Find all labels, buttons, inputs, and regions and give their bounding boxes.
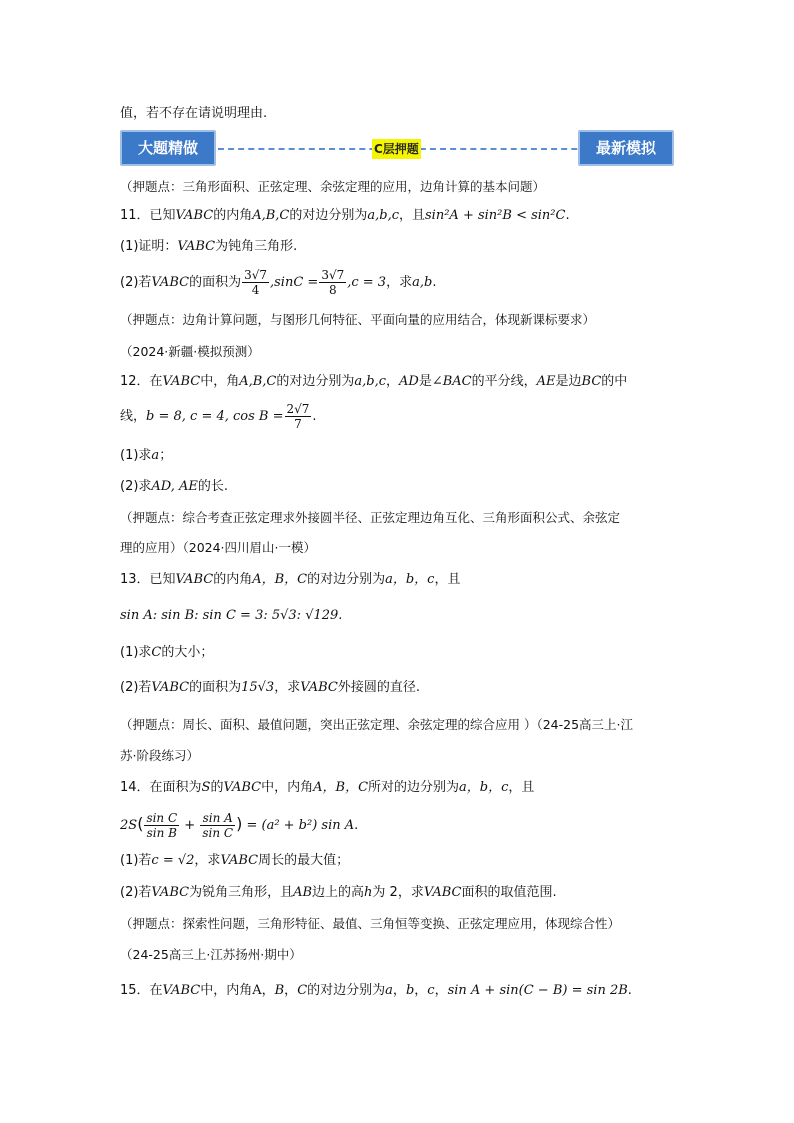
fraction-sina-sinc: $\frac{\text{sin A}}{\text{sin C}}$ [202, 811, 234, 840]
question-13-part-1: (1)求C的大小； [120, 645, 214, 660]
source-12: （2024·新疆·模拟预测） [120, 344, 260, 359]
question-14: 14．在面积为S的VABC中，内角A，B，C所对的边分别为a，b，c，且 [120, 780, 535, 795]
question-14-part-1: (1)若c = √2，求VABC周长的最大值； [120, 853, 350, 868]
fraction-area: $\frac{3√7}{4}$ [244, 268, 267, 297]
note-12-line-2: 理的应用）（2024·四川眉山·一模） [120, 540, 317, 555]
question-11-part-2: (2)若VABC的面积为 $\frac{3√7}{4}$ ,sinC = $\frac{3√7}{8}$ ,c = 3，求a,b. [120, 268, 437, 297]
question-14-part-2: (2)若VABC为锐角三角形，且AB边上的高h为 2，求VABC面积的取值范围. [120, 885, 557, 900]
banner-right-tab: 最新模拟 [578, 130, 674, 166]
fraction-sinc-sinb: $\frac{\text{sin C}}{\text{sin B}}$ [146, 811, 178, 840]
question-12-part-2: (2)求AD, AE的长. [120, 479, 229, 494]
question-13-ratio: sin A: sin B: sin C = 3: 5√3: √129. [120, 608, 343, 623]
question-12: 12．在VABC中，角A,B,C的对边分别为a,b,c，AD是∠BAC的平分线，AE是边BC的中 [120, 374, 628, 389]
question-14-equation: 2S( $\frac{\text{sin C}}{\text{sin B}}$ + $\frac{\text{sin A}}{\text{sin C}}$ ) = (a² + b²) sin A. [120, 811, 359, 840]
question-11: 11．已知VABC的内角A,B,C的对边分别为a,b,c，且sin²A + sin²B < sin²C. [120, 208, 570, 223]
intro-line: 值，若不存在请说明理由. [120, 106, 268, 121]
section-banner [120, 130, 674, 168]
fraction-cosb: $\frac{2√7}{7}$ [286, 402, 310, 431]
question-13: 13．已知VABC的内角A，B，C的对边分别为a，b，c，且 [120, 572, 461, 587]
note-12-line-1: （押题点：综合考查正弦定理求外接圆半径、正弦定理边角互化、三角形面积公式、余弦定 [120, 510, 621, 525]
fraction-sinc: $\frac{3√7}{8}$ [321, 268, 345, 297]
note-14: （押题点：探索性问题，三角形特征、最值、三角恒等变换、正弦定理应用，体现综合性） [120, 916, 621, 931]
note-11: （押题点：边角计算问题，与图形几何特征、平面向量的应用结合，体现新课标要求） [120, 312, 596, 327]
source-15: （24-25高三上·江苏扬州·期中） [120, 947, 302, 962]
question-12-part-1: (1)求a； [120, 448, 173, 463]
note-13-line-1: （押题点：周长、面积、最值问题，突出正弦定理、余弦定理的综合应用 ）（24-25高三上·江 [120, 717, 634, 732]
question-13-part-2: (2)若VABC的面积为15√3，求VABC外接圆的直径. [120, 680, 420, 695]
question-11-part-1: (1)证明：VABC为钝角三角形. [120, 239, 298, 254]
question-12-line-2: 线，b = 8, c = 4, cos B = $\frac{2√7}{7}$ . [120, 402, 317, 431]
banner-left-tab: 大题精做 [120, 130, 216, 166]
note-13-line-2: 苏·阶段练习） [120, 748, 199, 763]
banner-middle-label: C层押题 [372, 139, 421, 159]
question-15: 15．在VABC中，内角A，B，C的对边分别为a，b，c，sin A + sin(C − B) = sin 2B. [120, 983, 632, 998]
note-10: （押题点：三角形面积、正弦定理、余弦定理的应用，边角计算的基本问题） [120, 179, 546, 194]
